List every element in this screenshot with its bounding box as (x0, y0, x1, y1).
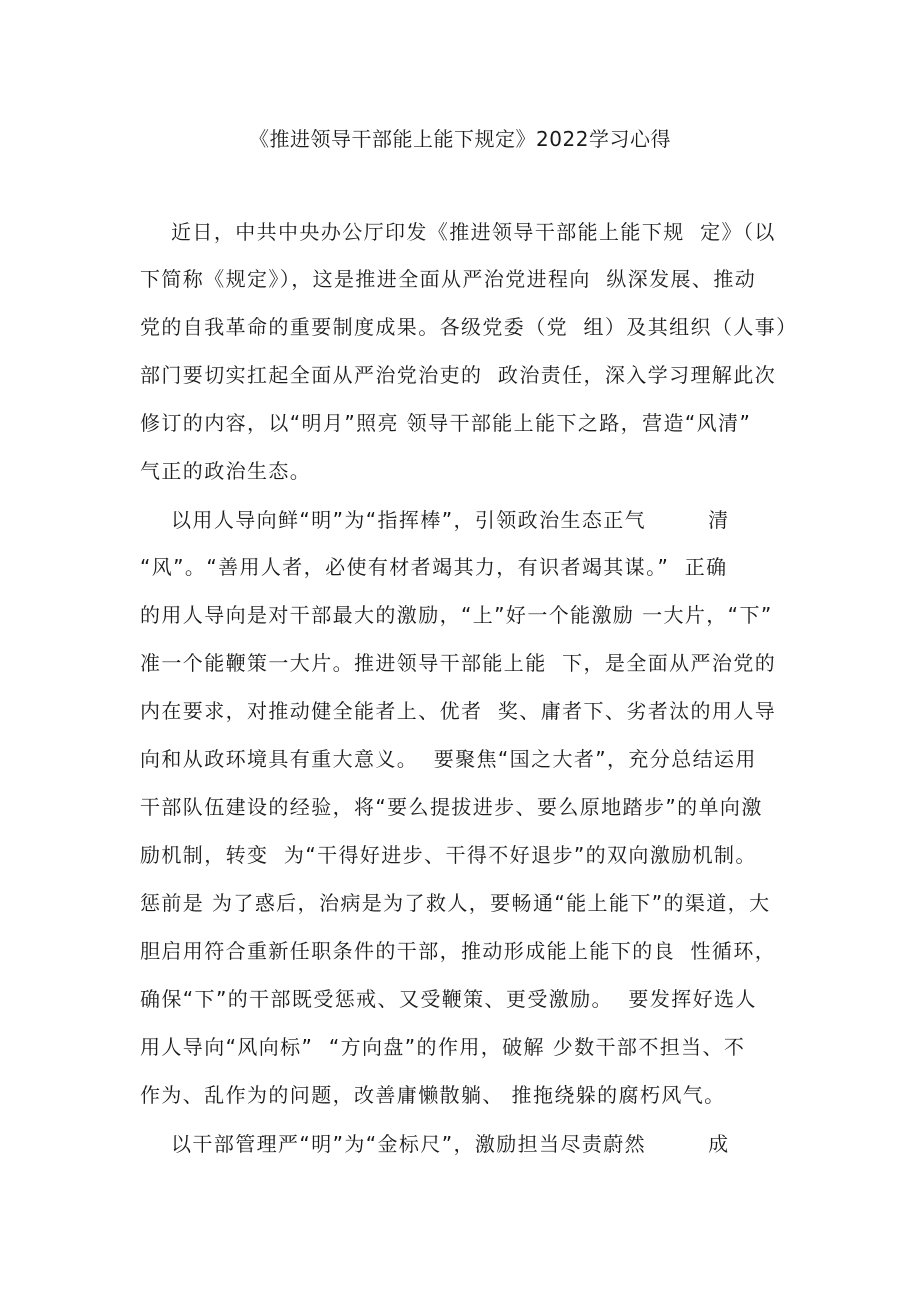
paragraph-3-line-1: 以干部管理严“明”为“金标尺”，激励担当尽责蔚然 成 (140, 1132, 730, 1156)
paragraph-2-line-4: 准一个能鞭策一大片。推进领导干部能上能 下，是全面从严治党的 (140, 651, 777, 675)
paragraph-1-line-4: 部门要切实扛起全面从严治党治吏的 政治责任，深入学习理解此次 (140, 363, 777, 387)
document-title: 《推进领导干部能上能下规定》2022学习心得 (249, 127, 671, 151)
paragraph-1-line-2: 下简称《规定》），这是推进全面从严治党进程向 纵深发展、推动 (140, 267, 757, 291)
paragraph-2-line-13: 作为、乱作为的问题，改善庸懒散躺、 推拖绕躲的腐朽风气。 (140, 1083, 726, 1107)
paragraph-1-line-1: 近日，中共中央办公厅印发《推进领导干部能上能下规 定》（以 (140, 220, 776, 244)
paragraph-1-line-5: 修订的内容，以“明月”照亮 领导干部能上能下之路，营造“风清” (140, 411, 752, 435)
paragraph-2-line-12: 用人导向“风向标” “方向盘”的作用，破解 少数干部不担当、不 (140, 1035, 746, 1059)
paragraph-1-line-6: 气正的政治生态。 (140, 459, 312, 483)
paragraph-2-line-1: 以用人导向鲜“明”为“指挥棒”，引领政治生态正气 清 (140, 508, 730, 532)
paragraph-2-line-11: 确保“下”的干部既受惩戒、又受鞭策、更受激励。 要发挥好选人 (140, 987, 757, 1011)
paragraph-2-line-6: 向和从政环境具有重大意义。 要聚焦“国之大者”，充分总结运用 (140, 747, 757, 771)
paragraph-2-line-10: 胆启用符合重新任职条件的干部，推动形成能上能下的良 性循环， (140, 939, 777, 963)
paragraph-2-line-7: 干部队伍建设的经验，将“要么提拔进步、要么原地踏步”的单向激 (140, 795, 763, 819)
paragraph-2-line-8: 励机制，转变 为“干得好进步、干得不好退步”的双向激励机制。 (140, 843, 757, 867)
paragraph-1-line-3: 党的自我革命的重要制度成果。各级党委（党 组）及其组织（人事） (140, 315, 798, 339)
paragraph-2-line-2: “风”。“善用人者，必使有材者竭其力，有识者竭其谋。” 正确 (140, 555, 728, 579)
paragraph-2-line-5: 内在要求，对推动健全能者上、优者 奖、庸者下、劣者汰的用人导 (140, 699, 777, 723)
paragraph-2-line-9: 惩前是 为了惑后，治病是为了救人，要畅通“能上能下”的渠道，大 (140, 891, 771, 915)
paragraph-2-line-3: 的用人导向是对干部最大的激励，“上”好一个能激励 一大片，“下” (140, 603, 773, 627)
